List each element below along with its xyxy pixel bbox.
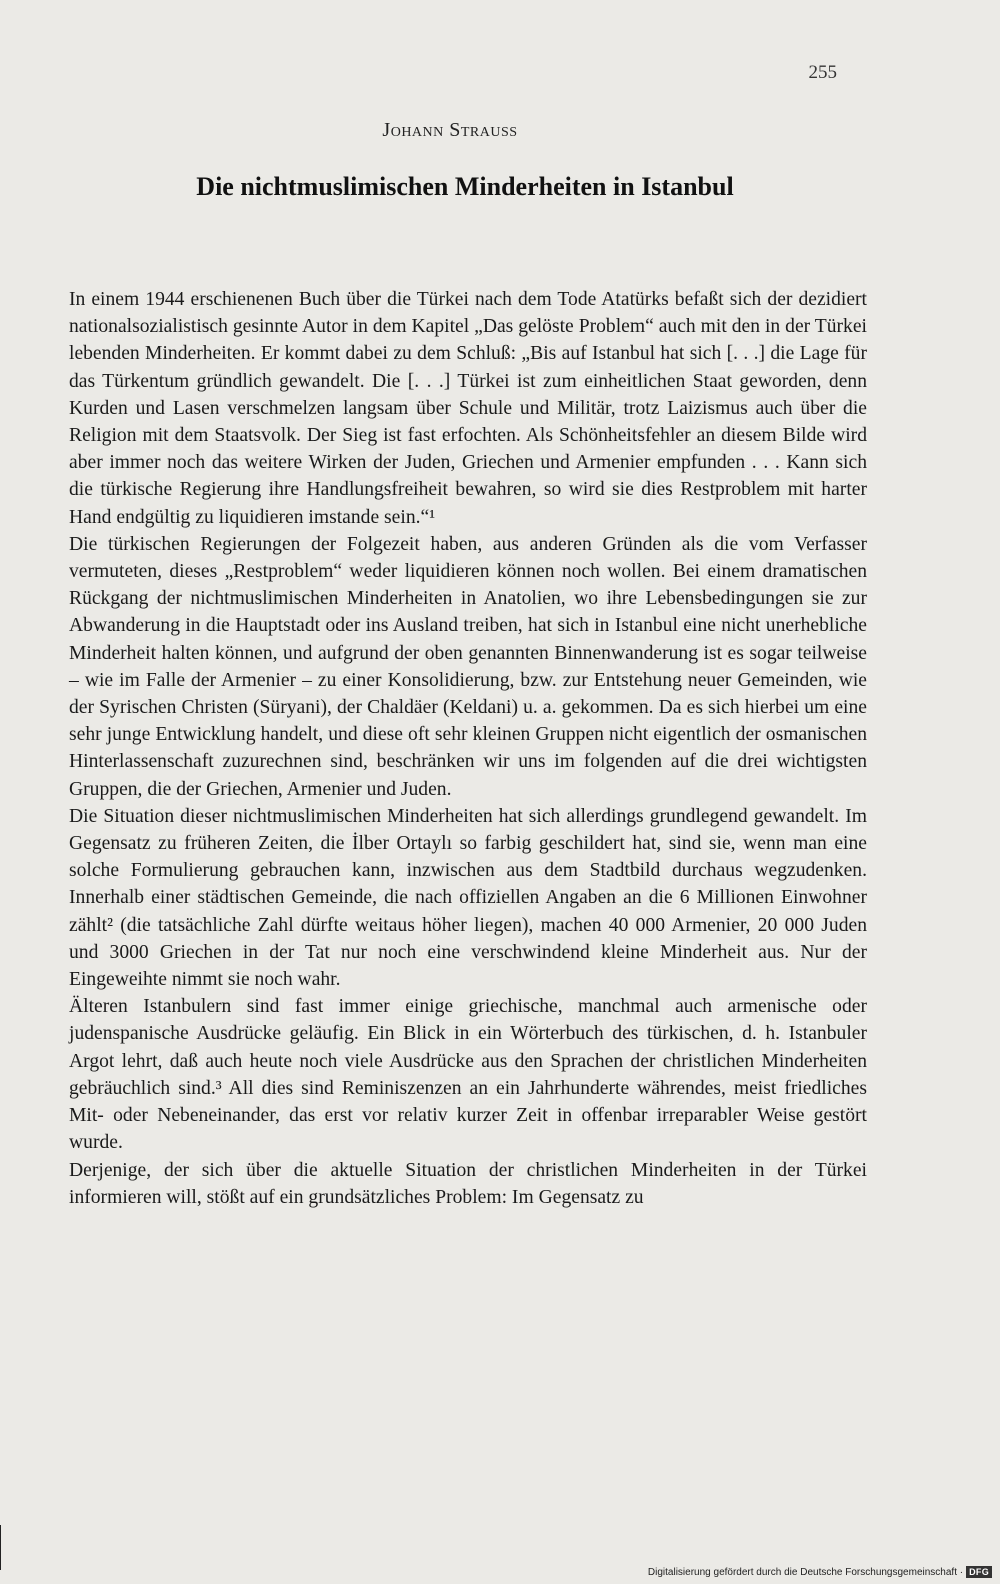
- paragraph-5: Derjenige, der sich über die aktuelle Situation der christlichen Minderheiten in der Türkei informieren will, stößt auf ein grundsätzliches Problem: Im Gegensatz zu: [69, 1159, 867, 1208]
- footer-text: Digitalisierung gefördert durch die Deutsche Forschungsgemeinschaft ·: [647, 1566, 964, 1578]
- dfg-logo-icon: DFG: [966, 1566, 992, 1578]
- page-edge-mark: [0, 1525, 1, 1570]
- page-number: 255: [808, 62, 837, 83]
- paragraph-3: Die Situation dieser nichtmuslimischen Minderheiten hat sich allerdings grundlegend gewandelt. Im Gegensatz zu früheren Zeiten, die İlber Ortaylı so farbig geschildert hat, sind sie, wenn man eine solche Formulierung gebrauchen kann, inzwischen aus dem Stadtbild durchaus wegzudenken. Innerhalb einer städtischen Gemeinde, die nach offiziellen Angaben an die 6 Millionen Einwohner zählt² (die tatsächliche Zahl dürfte weitaus höher liegen), machen 40 000 Armenier, 20 000 Juden und 3000 Griechen in der Tat nur noch eine verschwindend kleine Minderheit aus. Nur der Eingeweihte nimmt sie noch wahr.: [69, 805, 867, 991]
- paragraph-2: Die türkischen Regierungen der Folgezeit haben, aus anderen Gründen als die vom Verfasser vermuteten, dieses „Restproblem“ weder liquidieren können noch wollen. Bei einem dramatischen Rückgang der nichtmuslimischen Minderheiten in Anatolien, wo ihre Lebensbedingungen sie zur Abwanderung in die Hauptstadt oder ins Ausland treiben, hat sich in Istanbul eine nicht unerhebliche Minderheit halten können, und aufgrund der oben genannten Binnenwanderung ist es sogar teilweise – wie im Falle der Armenier – zu einer Konsolidierung, bzw. zur Entstehung neuer Gemeinden, wie der Syrischen Christen (Süryani), der Chaldäer (Keldani) u. a. gekommen. Da es sich hierbei um eine sehr junge Entwicklung handelt, und diese oft sehr kleinen Gruppen nicht eigentlich der osmanischen Hinterlassenschaft zuzurechnen sind, beschränken wir uns im folgenden auf die drei wichtigsten Gruppen, die der Griechen, Armenier und Juden.: [69, 533, 867, 800]
- article-title: Die nichtmuslimischen Minderheiten in Istanbul: [196, 172, 734, 201]
- paragraph-4: Älteren Istanbulern sind fast immer einige griechische, manchmal auch armenische oder judenspanische Ausdrücke geläufig. Ein Blick in ein Wörterbuch des türkischen, d. h. Istanbuler Argot lehrt, daß auch heute noch viele Ausdrücke aus den Sprachen der christlichen Minderheiten gebräuchlich sind.³ All dies sind Reminiszenzen an ein Jahrhunderte währendes, meist friedliches Mit- oder Nebeneinander, das erst vor relativ kurzer Zeit in offenbar irreparabler Weise gestört wurde.: [69, 996, 867, 1154]
- author-name: Johann Strauss: [382, 119, 518, 141]
- digitization-footer: [648, 1566, 992, 1578]
- body-text: [69, 286, 867, 1211]
- paragraph-1: In einem 1944 erschienenen Buch über die Türkei nach dem Tode Atatürks befaßt sich der dezidiert nationalsozialistisch gesinnte Autor in dem Kapitel „Das gelöste Problem“ auch mit den in der Türkei lebenden Minderheiten. Er kommt dabei zu dem Schluß: „Bis auf Istanbul hat sich [. . .] die Lage für das Türkentum gründlich gewandelt. Die [. . .] Türkei ist zum einheitlichen Staat geworden, denn Kurden und Lasen verschmelzen langsam über Schule und Militär, trotz Laizismus auch über die Religion mit dem Staatsvolk. Der Sieg ist fast erfochten. Als Schönheitsfehler an diesem Bilde wird aber immer noch das weitere Wirken der Juden, Griechen und Armenier empfunden . . . Kann sich die türkische Regierung ihre Handlungsfreiheit bewahren, so wird sie dies Restproblem mit harter Hand endgültig zu liquidieren imstande sein.“¹: [69, 289, 867, 528]
